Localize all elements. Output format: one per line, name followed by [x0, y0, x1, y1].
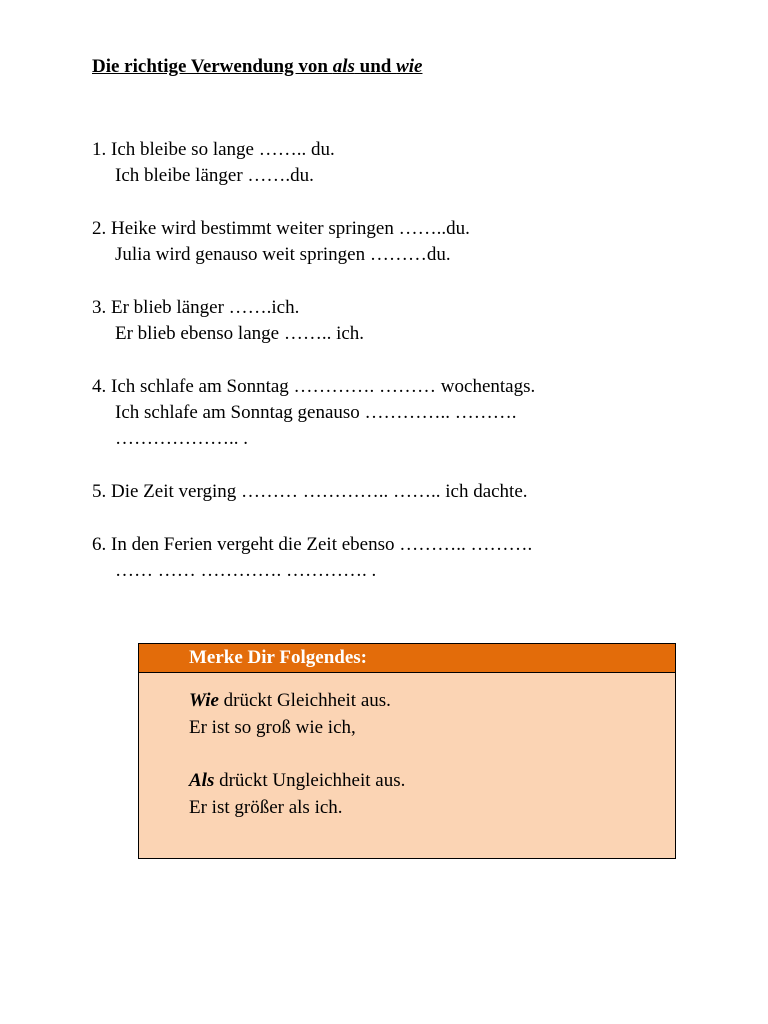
rule-text: drückt Gleichheit aus.	[218, 690, 391, 711]
title-prefix: Die richtige Verwendung von	[92, 56, 333, 77]
rule-als	[189, 767, 675, 821]
rule-example: Er ist so groß wie ich,	[189, 717, 356, 738]
exercise-3	[92, 295, 535, 347]
exercise-line: 1. Ich bleibe so lange …….. du.	[92, 139, 335, 160]
title-word-als: als	[332, 56, 355, 77]
rule-text: drückt Ungleichheit aus.	[214, 770, 406, 791]
exercise-line: Ich schlafe am Sonntag genauso ………….. ……….	[115, 402, 517, 423]
exercise-4	[92, 374, 535, 452]
exercise-line: Julia wird genauso weit springen ………du.	[115, 244, 451, 265]
exercise-1	[92, 137, 535, 189]
rule-example: Er ist größer als ich.	[189, 797, 343, 818]
exercise-line: Ich bleibe länger …….du.	[115, 165, 314, 186]
exercise-line: ……………….. .	[115, 428, 248, 449]
exercise-line: 3. Er blieb länger …….ich.	[92, 297, 300, 318]
exercise-line: 4. Ich schlafe am Sonntag …………. ……… wochentags.	[92, 376, 536, 397]
exercise-line: 2. Heike wird bestimmt weiter springen ……..du.	[92, 218, 470, 239]
rule-keyword: Wie	[189, 690, 219, 711]
note-header: Merke Dir Folgendes:	[139, 644, 675, 673]
exercise-6	[92, 532, 535, 584]
page-title	[92, 56, 422, 78]
exercise-2	[92, 216, 535, 268]
exercise-5	[92, 479, 535, 505]
rule-wie	[189, 687, 675, 741]
exercise-list	[92, 137, 535, 611]
rule-keyword: Als	[189, 770, 215, 791]
note-box	[138, 643, 676, 859]
exercise-line: 6. In den Ferien vergeht die Zeit ebenso ……….. ……….	[92, 534, 533, 555]
title-word-wie: wie	[396, 56, 423, 77]
exercise-line: …… …… …………. …………. .	[115, 560, 377, 581]
exercise-line: Er blieb ebenso lange …….. ich.	[115, 323, 365, 344]
exercise-line: 5. Die Zeit verging ……… ………….. …….. ich dachte.	[92, 481, 528, 502]
title-middle: und	[354, 56, 397, 77]
note-body	[139, 673, 675, 821]
